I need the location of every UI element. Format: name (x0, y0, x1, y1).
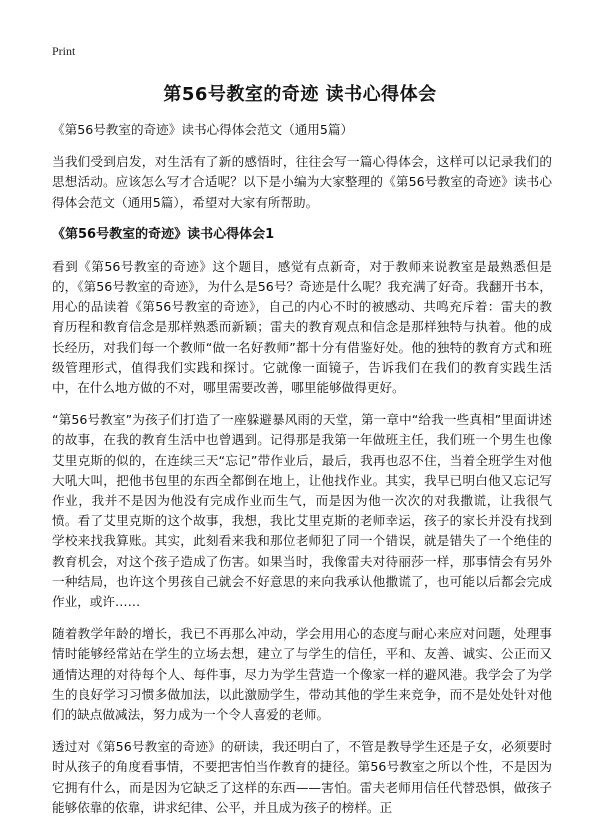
article-body (52, 120, 552, 830)
intro-paragraph: 当我们受到启发，对生活有了新的感悟时，往往会写一篇心得体会，这样可以记录我们的思想活动。应该怎么写才合适呢？以下是小编为大家整理的《第56号教室的奇迹》读书心得体会范文（通用5篇），希望对大家有所帮助。 (52, 154, 552, 210)
intro-label: 《第56号教室的奇迹》读书心得体会范文（通用5篇） (52, 122, 354, 137)
body-paragraph-4: 透过对《第56号教室的奇迹》的研读，我还明白了，不管是教导学生还是子女，必须要时时从孩子的角度看事情，不要把害怕当作教育的捷径。第56号教室之所以个性，不是因为它拥有什么，而是因为它缺乏了这样的东西——害怕。雷夫老师用信任代替恐惧，做孩子能够依靠的依靠，讲求纪律、公平，并且成为孩子的榜样。正 (52, 739, 552, 815)
body-paragraph-1: 看到《第56号教室的奇迹》这个题目，感觉有点新奇，对于教师来说教室是最熟悉但是的，《第56号教室的奇迹》，为什么是56号？奇迹是什么呢？我充满了好奇。我翻开书本，用心的品读着《第56号教室的奇迹》，自己的内心不时的被感动、共鸣充斥着：雷夫的教育历程和教育信念是那样熟悉而新颖；雷夫的教育观点和信念是那样独特与执着。他的成长经历，对我们每一个教师“做一名好教师”都十分有借鉴好处。他的独特的教育方式和班级管理形式，值得我们实践和探讨。它就像一面镜子，告诉我们在我们的教育实践生活中，在什么地方做的不对，哪里需要改善，哪里能够做得更好。 (52, 258, 552, 396)
page-title: 第56号教室的奇迹 读书心得体会 (163, 84, 437, 105)
section-heading: 《第56号教室的奇迹》读书心得体会1 (52, 226, 275, 242)
print-link[interactable]: Print (52, 44, 76, 58)
body-paragraph-3: 随着教学年龄的增长，我已不再那么冲动，学会用用心的态度与耐心来应对问题，处理事情时能够经常站在学生的立场去想，建立了与学生的信任，平和、友善、诚实、公正而又通情达理的对待每个人、每件事，尽力为学生营造一个像家一样的避风港。我学会了为学生的良好学习习惯多做加法，以此激励学生，带动其他的学生来竞争，而不是处处针对他们的缺点做减法，努力成为一个令人喜爱的老师。 (52, 626, 552, 723)
body-paragraph-2: “第56号教室”为孩子们打造了一座躲避暴风雨的天堂，第一章中“给我一些真相”里面讲述的故事，在我的教育生活中也曾遇到。记得那是我第一年做班主任，我们班一个男生也像艾里克斯的似的，在连续三天“忘记”带作业后，最后，我再也忍不住，当着全班学生对他大吼大叫，把他书包里的东西全都倒在地上，让他找作业。其实，我早已明白他又忘记写作业，我并不是因为他没有完成作业而生气，而是因为他一次次的对我撒谎，让我很气愤。看了艾里克斯的这个故事，我想，我比艾里克斯的老师幸运，孩子的家长并没有找到学校来找我算账。其实，此刻看来我和那位老师犯了同一个错误，就是错失了一个绝佳的教育机会，对这个孩子造成了伤害。如果当时，我像雷夫对待丽莎一样，那事情会有另外一种结局，也许这个男孩自己就会不好意思的来向我承认他撒谎了，也可能以后都会完成作业，或许…… (52, 412, 552, 610)
